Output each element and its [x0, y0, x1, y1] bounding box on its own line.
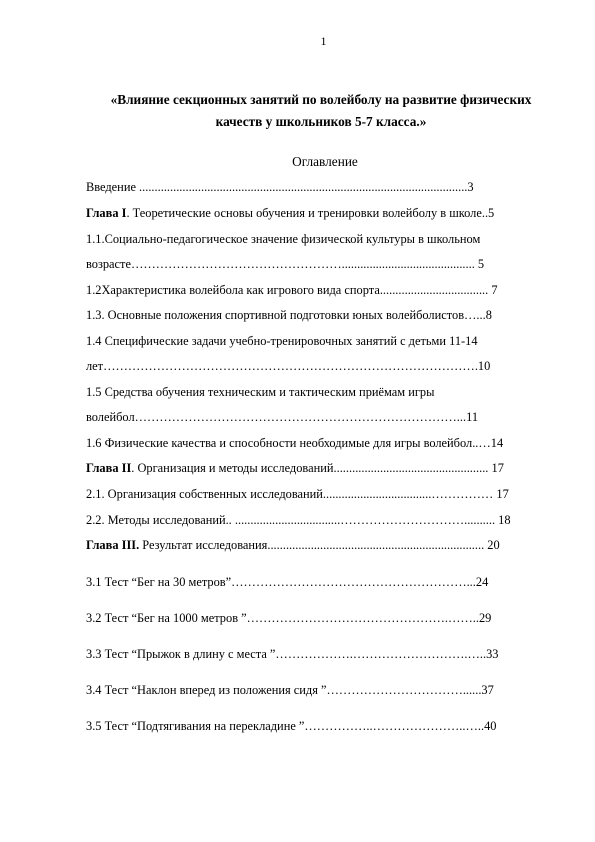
toc-entry-chapter-1: Глава I. Теоретические основы обучения и тренировки волейболу в школе..5	[86, 206, 495, 220]
toc-entry-3-2: 3.2 Тест “Бег на 1000 метров ”………………………………………….……..29	[86, 611, 492, 625]
toc-entry-1-4: 1.4 Специфические задачи учебно-тренировочных занятий с детьми 11-14	[86, 334, 478, 348]
toc-heading: Оглавление	[292, 154, 358, 169]
toc-entry-3-4: 3.4 Тест “Наклон вперед из положения сидя ”……………………………......37	[86, 683, 494, 697]
toc-entry-1-4-cont: лет……………………………………………………………………………….10	[86, 359, 491, 373]
toc-entry-1-3: 1.3. Основные положения спортивной подготовки юных волейболистов…...8	[86, 308, 492, 322]
toc-entry-intro: Введение ..........................................................................................................3	[86, 180, 474, 194]
document-title	[86, 89, 556, 133]
toc-entry-2-1: 2.1. Организация собственных исследований...................................…………… 17	[86, 487, 509, 501]
toc-entry-1-5-cont: волейбол……………………………………………………………………...11	[86, 410, 479, 424]
toc-entry-1-6: 1.6 Физические качества и способности необходимые для игры волейбол..…14	[86, 436, 504, 450]
toc-entry-chapter-3: Глава III. Результат исследования...................................................................... 20	[86, 538, 500, 552]
toc-entry-2-2: 2.2. Методы исследований.. ..................................………………………….......... 18	[86, 513, 511, 527]
toc-entry-1-1: 1.1.Социально-педагогическое значение физической культуры в школьном	[86, 232, 481, 246]
toc-entry-3-5: 3.5 Тест “Подтягивания на перекладине ”……………..…………………..…..40	[86, 719, 497, 733]
toc-entry-3-1: 3.1 Тест “Бег на 30 метров”…………………………………………………...24	[86, 575, 489, 589]
toc-entry-1-1-cont: возрасте……………………………………………........................................... 5	[86, 257, 485, 271]
toc-entry-3-3: 3.3 Тест “Прыжок в длину с места ”……………….……………………….…..33	[86, 647, 499, 661]
toc-entry-chapter-2: Глава II. Организация и методы исследований.................................................. 17	[86, 461, 504, 475]
toc-entry-1-2: 1.2Характеристика волейбола как игрового вида спорта................................... 7	[86, 283, 498, 297]
page-number: 1	[320, 34, 327, 48]
title-line-1: «Влияние секционных занятий по волейболу на развитие физических	[110, 92, 532, 107]
toc-entry-1-5: 1.5 Средства обучения техническим и тактическим приёмам игры	[86, 385, 435, 399]
title-line-2: качеств у школьников 5-7 класса.»	[215, 114, 427, 129]
